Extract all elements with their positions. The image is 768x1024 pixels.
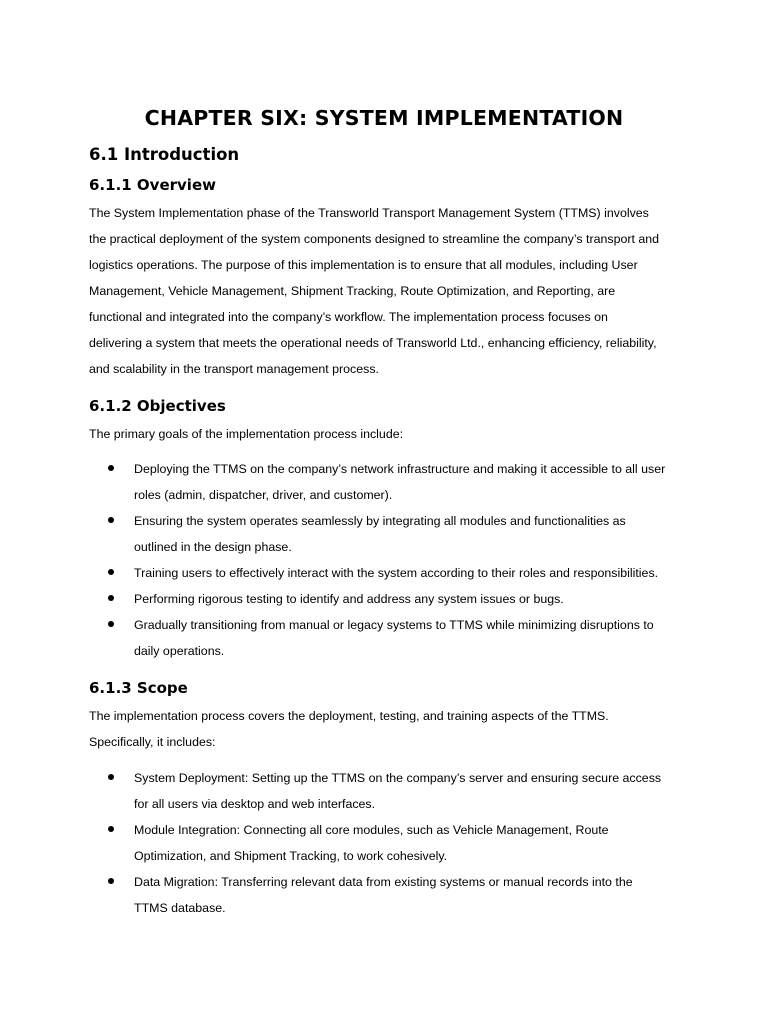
overview-line: Management, Vehicle Management, Shipment Tracking, Route Optimization, and Reporting, are <box>89 284 616 298</box>
list-item-line: Performing rigorous testing to identify and address any system issues or bugs. <box>134 592 564 606</box>
section-heading-introduction: 6.1 Introduction <box>89 145 240 164</box>
list-item <box>89 508 689 560</box>
list-item-line: Optimization, and Shipment Tracking, to work cohesively. <box>134 849 448 863</box>
chapter-title: CHAPTER SIX: SYSTEM IMPLEMENTATION <box>144 106 624 130</box>
overview-line: the practical deployment of the system components designed to streamline the company’s transport and <box>89 232 660 246</box>
list-item-line: Gradually transitioning from manual or legacy systems to TTMS while minimizing disruptions to <box>134 618 654 632</box>
objectives-list <box>89 456 689 664</box>
list-item-line: daily operations. <box>134 644 225 658</box>
scope-intro-line: Specifically, it includes: <box>89 735 216 749</box>
overview-line: logistics operations. The purpose of this implementation is to ensure that all modules, including User <box>89 258 638 272</box>
scope-list <box>89 765 689 921</box>
bullet-icon <box>108 774 114 780</box>
list-item-line: TTMS database. <box>134 901 226 915</box>
bullet-icon <box>108 517 114 523</box>
list-item-line: Training users to effectively interact with the system according to their roles and responsibilities. <box>134 566 659 580</box>
list-item-line: System Deployment: Setting up the TTMS on the company’s server and ensuring secure access <box>134 771 662 785</box>
bullet-icon <box>108 465 114 471</box>
list-item-line: Module Integration: Connecting all core modules, such as Vehicle Management, Route <box>134 823 609 837</box>
subsection-heading-overview: 6.1.1 Overview <box>89 176 216 194</box>
list-item <box>89 456 689 508</box>
list-item <box>89 817 689 869</box>
list-item-line: Data Migration: Transferring relevant data from existing systems or manual records into the <box>134 875 633 889</box>
objectives-intro <box>89 421 689 447</box>
overview-line: functional and integrated into the company’s workflow. The implementation process focuses on <box>89 310 608 324</box>
list-item-line: outlined in the design phase. <box>134 540 292 554</box>
bullet-icon <box>108 569 114 575</box>
overview-line: and scalability in the transport management process. <box>89 362 379 376</box>
list-item <box>89 586 689 612</box>
list-item <box>89 560 689 586</box>
bullet-icon <box>108 878 114 884</box>
list-item <box>89 612 689 664</box>
objectives-intro-line: The primary goals of the implementation process include: <box>89 427 404 441</box>
bullet-icon <box>108 595 114 601</box>
subsection-heading-scope: 6.1.3 Scope <box>89 679 188 697</box>
overview-line: delivering a system that meets the operational needs of Transworld Ltd., enhancing efficiency, reliability, <box>89 336 657 350</box>
list-item <box>89 869 689 921</box>
list-item-line: Ensuring the system operates seamlessly by integrating all modules and functionalities as <box>134 514 626 528</box>
list-item-line: roles (admin, dispatcher, driver, and customer). <box>134 488 393 502</box>
list-item <box>89 765 689 817</box>
bullet-icon <box>108 621 114 627</box>
subsection-heading-objectives: 6.1.2 Objectives <box>89 397 226 415</box>
overview-line: The System Implementation phase of the Transworld Transport Management System (TTMS) involves <box>89 206 649 220</box>
list-item-line: for all users via desktop and web interfaces. <box>134 797 376 811</box>
scope-intro-line: The implementation process covers the deployment, testing, and training aspects of the TTMS. <box>89 709 609 723</box>
bullet-icon <box>108 826 114 832</box>
scope-intro <box>89 703 689 755</box>
list-item-line: Deploying the TTMS on the company’s network infrastructure and making it accessible to all user <box>134 462 666 476</box>
overview-paragraph <box>89 200 689 382</box>
